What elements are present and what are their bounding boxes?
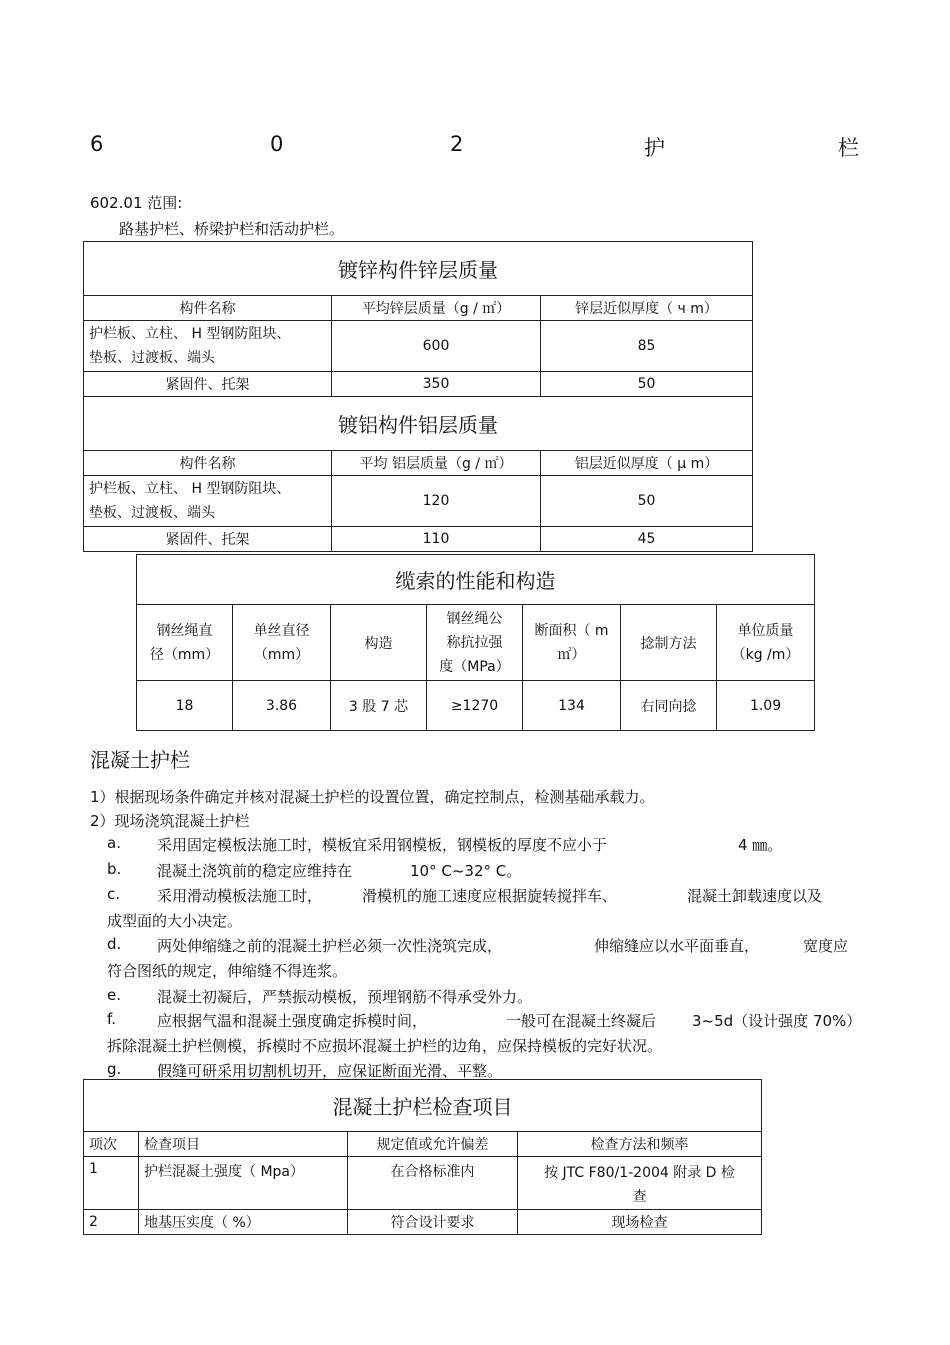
zinc-row1-name-line2: 垫板、过渡板、端头 — [89, 350, 215, 366]
inspection-row1-method-line2: 查 — [632, 1189, 647, 1205]
table-row — [84, 476, 753, 527]
inspection-row1-method — [518, 1157, 762, 1210]
cable-header-tensile-strength — [427, 605, 523, 681]
table-row — [84, 1210, 762, 1235]
inspection-row1-no: 1 — [84, 1157, 139, 1210]
cable-header-3-line1: 钢丝绳公 — [446, 610, 503, 627]
table-row — [84, 1157, 762, 1210]
zinc-row2-mass: 350 — [332, 372, 541, 397]
text-d-cont: 符合图纸的规定，伸缩缝不得连浆。 — [107, 962, 348, 980]
cable-header-wire-diameter — [233, 605, 331, 681]
inspection-header-method: 检查方法和频率 — [518, 1132, 762, 1157]
cable-header-0-line2: 径（mm） — [149, 646, 220, 663]
label-a: a. — [107, 834, 121, 852]
zinc-header-thickness: 锌层近似厚度（ ч m） — [541, 296, 753, 321]
scope-text: 路基护栏、桥梁护栏和活动护栏。 — [119, 220, 345, 238]
al-row2-name: 紧固件、托架 — [84, 527, 332, 552]
concrete-heading: 混凝土护栏 — [90, 748, 190, 772]
label-c: c. — [107, 885, 121, 903]
al-header-name: 构件名称 — [84, 451, 332, 476]
cable-cell-rope-diameter: 18 — [137, 681, 233, 731]
label-g: g. — [107, 1060, 122, 1078]
cable-header-twist-method: 捻制方法 — [621, 605, 717, 681]
cable-table — [136, 554, 815, 731]
text-g: 假缝可研采用切割机切开，应保证断面光滑、平整。 — [157, 1062, 503, 1080]
cable-cell-section-area: 134 — [523, 681, 621, 731]
title-char-lan: 栏 — [838, 136, 859, 160]
cable-header-section-area — [523, 605, 621, 681]
zinc-header-mass: 平均锌层质量（g / ㎡） — [332, 296, 541, 321]
title-char-6: 6 — [90, 132, 104, 156]
text-d-3: 宽度应 — [803, 937, 849, 955]
inspection-row2-spec: 符合设计要求 — [348, 1210, 518, 1235]
cable-header-rope-diameter — [137, 605, 233, 681]
zinc-row1-name-line1: 护栏板、立柱、 H 型钢防阻块、 — [89, 326, 291, 342]
cable-header-4-line2: ㎡） — [557, 646, 586, 663]
concrete-item1: 1）根据现场条件确定并核对混凝土护栏的设置位置，确定控制点，检测基础承载力。 — [90, 788, 655, 806]
al-row2-thickness: 45 — [541, 527, 753, 552]
cable-cell-wire-diameter: 3.86 — [233, 681, 331, 731]
text-c-3: 混凝土卸载速度以及 — [687, 887, 823, 905]
cable-cell-unit-mass: 1.09 — [717, 681, 815, 731]
aluminum-table-caption: 镀铝构件铝层质量 — [84, 397, 753, 451]
text-c-1: 采用滑动模板法施工时， — [157, 887, 323, 905]
cable-header-6-line2: （kg /m） — [731, 646, 800, 663]
al-row1-name-line1: 护栏板、立柱、 H 型钢防阻块、 — [89, 481, 291, 497]
inspection-row2-item: 地基压实度（ %） — [139, 1210, 348, 1235]
title-char-0: 0 — [270, 132, 284, 156]
al-row1-thickness: 50 — [541, 476, 753, 527]
text-e: 混凝土初凝后，严禁振动模板，预埋钢筋不得承受外力。 — [157, 988, 533, 1006]
coating-table — [83, 241, 753, 552]
al-row2-mass: 110 — [332, 527, 541, 552]
zinc-row1-thickness: 85 — [541, 321, 753, 372]
text-b-tail: 10° C~32° C。 — [410, 862, 522, 880]
text-a-tail: 4 ㎜。 — [738, 836, 783, 854]
title-char-2: 2 — [450, 132, 464, 156]
al-row1-name-line2: 垫板、过渡板、端头 — [89, 505, 215, 521]
label-b: b. — [107, 860, 122, 878]
cable-header-0-line1: 钢丝绳直 — [156, 622, 213, 639]
label-d: d. — [107, 935, 122, 953]
zinc-row1-mass: 600 — [332, 321, 541, 372]
zinc-header-name: 构件名称 — [84, 296, 332, 321]
inspection-header-spec: 规定值或允许偏差 — [348, 1132, 518, 1157]
text-d-1: 两处伸缩缝之前的混凝土护栏必须一次性浇筑完成， — [157, 937, 503, 955]
cable-cell-tensile-strength: ≥1270 — [427, 681, 523, 731]
text-c-2: 滑模机的施工速度应根据旋转搅拌车、 — [362, 887, 618, 905]
text-f-cont: 拆除混凝土护栏侧模，拆模时不应损坏混凝土护栏的边角，应保持模板的完好状况。 — [107, 1037, 663, 1055]
cable-cell-twist-method: 右同向捻 — [621, 681, 717, 731]
al-header-thickness: 铝层近似厚度（ μ m） — [541, 451, 753, 476]
cable-header-3-line3: 度（MPa） — [439, 658, 510, 675]
table-row — [84, 321, 753, 372]
inspection-table — [83, 1079, 762, 1235]
table-row — [84, 372, 753, 397]
cable-header-1-line2: （mm） — [253, 646, 310, 663]
al-row1-mass: 120 — [332, 476, 541, 527]
zinc-row2-name: 紧固件、托架 — [84, 372, 332, 397]
inspection-header-no: 项次 — [84, 1132, 139, 1157]
inspection-row2-method: 现场检查 — [518, 1210, 762, 1235]
table-row — [84, 527, 753, 552]
inspection-header-item: 检查项目 — [139, 1132, 348, 1157]
cable-header-structure: 构造 — [331, 605, 427, 681]
text-d-2: 伸缩缝应以水平面垂直， — [594, 937, 760, 955]
text-f-1: 应根据气温和混凝土强度确定拆模时间， — [157, 1012, 428, 1030]
cable-header-1-line1: 单丝直径 — [253, 622, 310, 639]
inspection-row1-spec: 在合格标准内 — [348, 1157, 518, 1210]
text-a: 采用固定模板法施工时，模板宜采用钢模板，钢模板的厚度不应小于 — [157, 836, 608, 854]
text-c-cont: 成型面的大小决定。 — [107, 912, 243, 930]
label-e: e. — [107, 986, 121, 1004]
concrete-item2: 2）现场浇筑混凝土护栏 — [90, 812, 250, 830]
text-f-3: 3~5d（设计强度 70%） — [692, 1012, 862, 1030]
scope-heading: 602.01 范围: — [90, 194, 183, 212]
cable-header-4-line1: 断面积（ m — [534, 622, 609, 639]
inspection-row1-item: 护栏混凝土强度（ Mpa） — [139, 1157, 348, 1210]
cable-header-3-line2: 称抗拉强 — [446, 634, 503, 651]
cable-cell-structure: 3 股 7 芯 — [331, 681, 427, 731]
zinc-row2-thickness: 50 — [541, 372, 753, 397]
inspection-table-caption: 混凝土护栏检查项目 — [84, 1080, 762, 1132]
text-f-2: 一般可在混凝土终凝后 — [506, 1012, 657, 1030]
inspection-row2-no: 2 — [84, 1210, 139, 1235]
cable-table-caption: 缆索的性能和构造 — [137, 555, 815, 605]
cable-header-6-line1: 单位质量 — [737, 622, 794, 639]
label-f: f. — [107, 1010, 116, 1028]
text-b: 混凝土浇筑前的稳定应维持在 — [157, 862, 353, 880]
al-header-mass: 平均 铝层质量（g / ㎡） — [332, 451, 541, 476]
zinc-row1-name — [84, 321, 332, 372]
cable-header-unit-mass — [717, 605, 815, 681]
title-char-hu: 护 — [644, 136, 665, 160]
zinc-table-caption: 镀锌构件锌层质量 — [84, 242, 753, 296]
al-row1-name — [84, 476, 332, 527]
inspection-row1-method-line1: 按 JTC F80/1-2004 附录 D 检 — [544, 1165, 735, 1181]
table-row — [137, 681, 815, 731]
